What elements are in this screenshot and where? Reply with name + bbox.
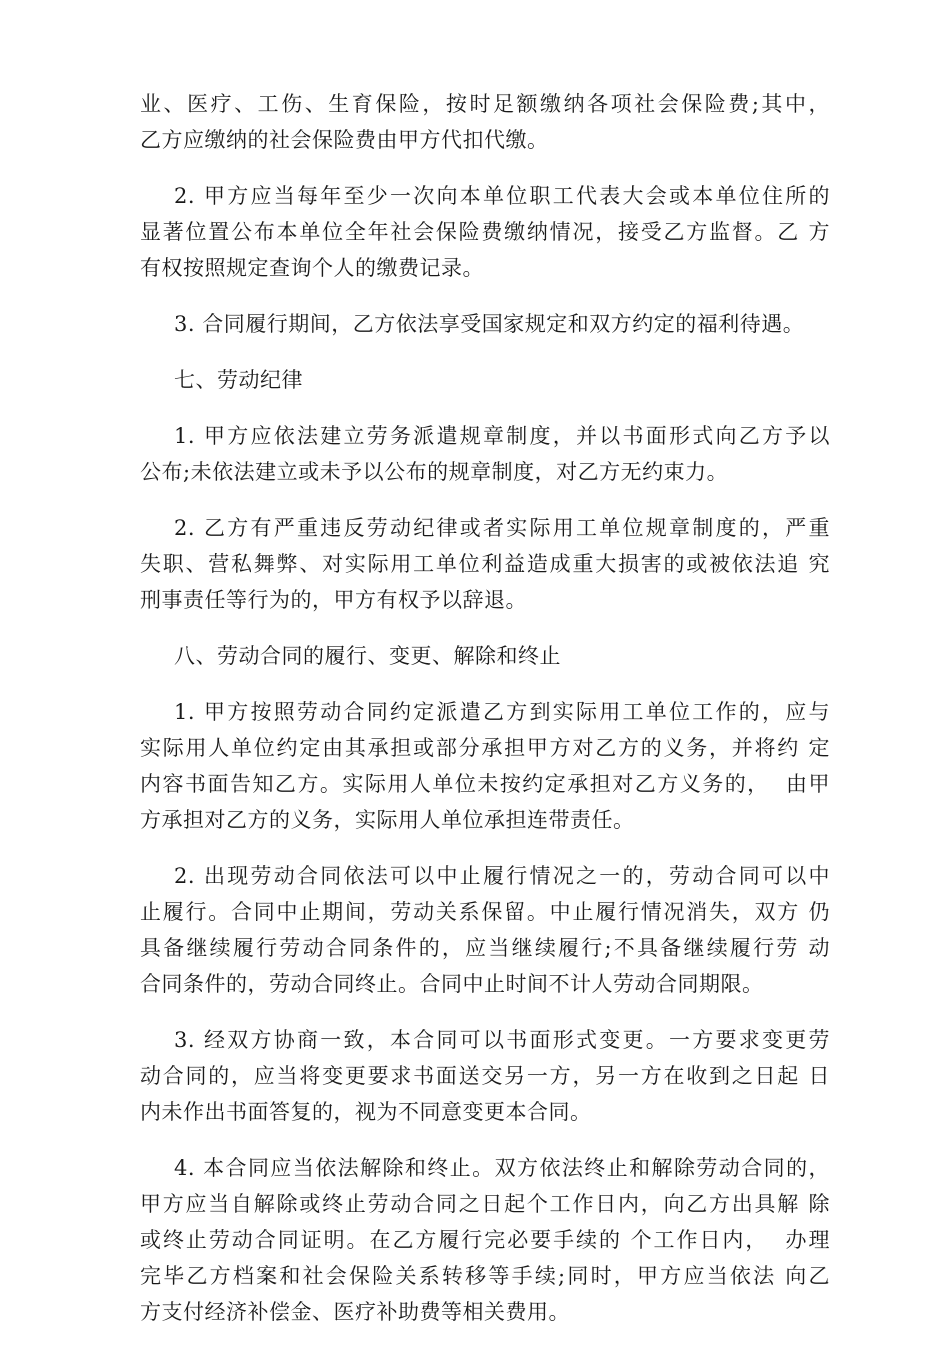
text-line: 实际用人单位约定由其承担或部分承担甲方对乙方的义务，并将约 定 — [140, 736, 830, 760]
text-line: 具备继续履行劳动合同条件的，应当继续履行;不具备继续履行劳 动 — [140, 936, 830, 960]
text-line: 1. 甲方应依法建立劳务派遣规章制度，并以书面形式向乙方予以 — [174, 424, 830, 448]
text-line: 完毕乙方档案和社会保险关系转移等手续;同时，甲方应当依法 向乙 — [140, 1264, 830, 1288]
paragraph-item-8-2 — [140, 858, 830, 1002]
text-line: 有权按照规定查询个人的缴费记录。 — [140, 256, 484, 280]
text-line: 3. 经双方协商一致，本合同可以书面形式变更。一方要求变更劳 — [174, 1028, 830, 1052]
paragraph-social-insurance-continued — [140, 86, 830, 158]
text-line: 合同条件的，劳动合同终止。合同中止时间不计人劳动合同期限。 — [140, 972, 764, 996]
text-line: 或终止劳动合同证明。在乙方履行完必要手续的 个工作日内， 办理 — [140, 1228, 830, 1252]
text-line: 3. 合同履行期间，乙方依法享受国家规定和双方约定的福利待遇。 — [174, 312, 805, 336]
paragraph-item-7-2 — [140, 510, 830, 618]
paragraph-item-6-2 — [140, 178, 830, 286]
paragraph-item-8-1 — [140, 694, 830, 838]
section-heading-labor-discipline — [140, 362, 830, 398]
paragraph-item-7-1 — [140, 418, 830, 490]
text-line: 乙方应缴纳的社会保险费由甲方代扣代缴。 — [140, 128, 549, 152]
text-line: 2. 出现劳动合同依法可以中止履行情况之一的，劳动合同可以中 — [174, 864, 830, 888]
text-line: 公布;未依法建立或未予以公布的规章制度，对乙方无约束力。 — [140, 460, 729, 484]
paragraph-item-6-3 — [140, 306, 830, 342]
text-line: 业、医疗、工伤、生育保险，按时足额缴纳各项社会保险费;其中， — [140, 92, 830, 116]
text-line: 内容书面告知乙方。实际用人单位未按约定承担对乙方义务的， 由甲 — [140, 772, 830, 796]
document-body — [140, 86, 830, 1350]
text-line: 甲方应当自解除或终止劳动合同之日起个工作日内，向乙方出具解 除 — [140, 1192, 830, 1216]
section-heading: 八、劳动合同的履行、变更、解除和终止 — [174, 644, 561, 668]
text-line: 方支付经济补偿金、医疗补助费等相关费用。 — [140, 1300, 570, 1324]
section-heading: 七、劳动纪律 — [174, 368, 303, 392]
text-line: 动合同的，应当将变更要求书面送交另一方，另一方在收到之日起 日 — [140, 1064, 830, 1088]
text-line: 1. 甲方按照劳动合同约定派遣乙方到实际用工单位工作的，应与 — [174, 700, 830, 724]
text-line: 内未作出书面答复的，视为不同意变更本合同。 — [140, 1100, 592, 1124]
text-line: 显著位置公布本单位全年社会保险费缴纳情况，接受乙方监督。乙 方 — [140, 220, 830, 244]
text-line: 刑事责任等行为的，甲方有权予以辞退。 — [140, 588, 527, 612]
text-line: 2. 甲方应当每年至少一次向本单位职工代表大会或本单位住所的 — [174, 184, 830, 208]
paragraph-item-8-3 — [140, 1022, 830, 1130]
paragraph-item-8-4 — [140, 1150, 830, 1330]
text-line: 止履行。合同中止期间，劳动关系保留。中止履行情况消失，双方 仍 — [140, 900, 830, 924]
text-line: 失职、营私舞弊、对实际用工单位利益造成重大损害的或被依法追 究 — [140, 552, 830, 576]
text-line: 方承担对乙方的义务，实际用人单位承担连带责任。 — [140, 808, 635, 832]
section-heading-contract-performance — [140, 638, 830, 674]
text-line: 2. 乙方有严重违反劳动纪律或者实际用工单位规章制度的，严重 — [174, 516, 830, 540]
text-line: 4. 本合同应当依法解除和终止。双方依法终止和解除劳动合同的， — [174, 1156, 830, 1180]
